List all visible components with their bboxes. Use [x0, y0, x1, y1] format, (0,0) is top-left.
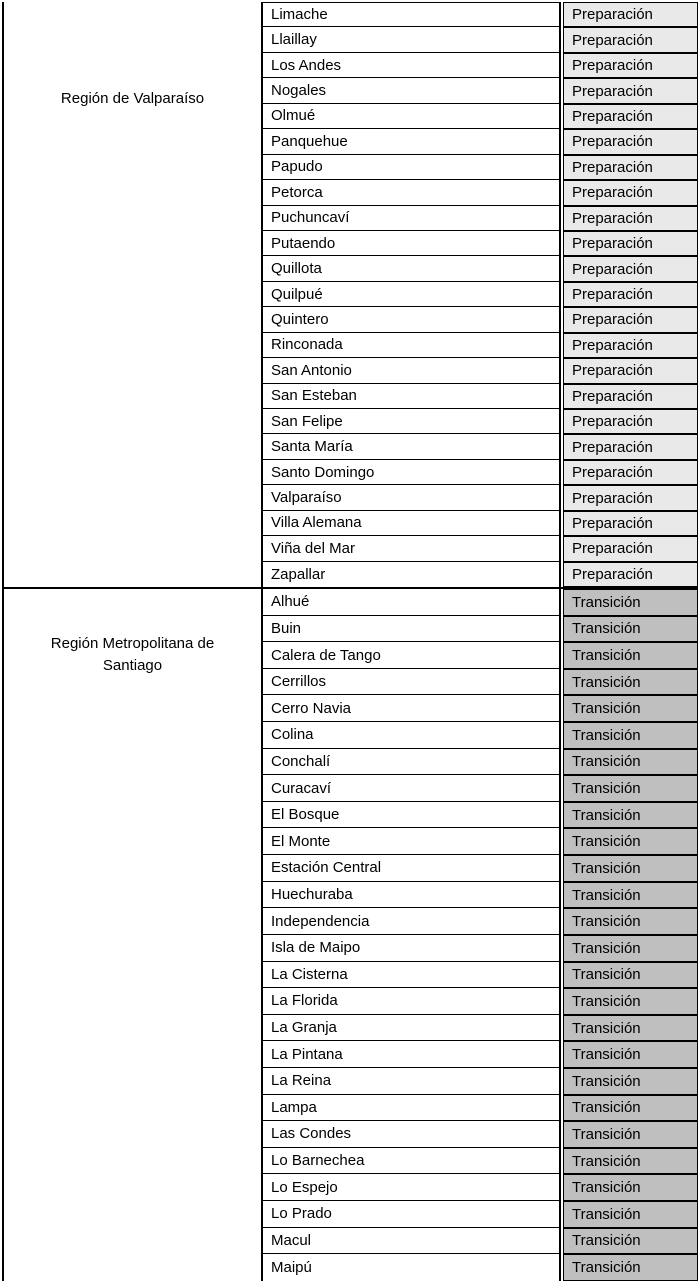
table-row — [263, 384, 698, 409]
table-row — [263, 1015, 698, 1042]
commune-cell: Isla de Maipo — [263, 935, 561, 962]
table-row — [263, 460, 698, 485]
table-row — [263, 307, 698, 332]
status-cell-wrap — [561, 1015, 698, 1042]
status-cell-wrap — [561, 231, 698, 256]
status-cell-wrap — [561, 307, 698, 332]
status-cell-wrap — [561, 1148, 698, 1175]
region-label: Región de Valparaíso — [4, 2, 263, 587]
status-cell: Preparación — [563, 27, 698, 52]
status-cell-wrap — [561, 155, 698, 180]
status-cell: Preparación — [563, 256, 698, 281]
table-row — [263, 935, 698, 962]
table-row — [263, 962, 698, 989]
commune-cell: Lo Prado — [263, 1201, 561, 1228]
status-cell: Transición — [563, 1148, 698, 1175]
status-cell: Transición — [563, 1201, 698, 1228]
table-row — [263, 589, 698, 616]
commune-cell: Maipú — [263, 1254, 561, 1281]
status-cell-wrap — [561, 104, 698, 129]
status-cell: Transición — [563, 908, 698, 935]
regions-status-table — [2, 2, 698, 1281]
status-cell: Transición — [563, 882, 698, 909]
section-rows — [263, 589, 698, 1281]
status-cell-wrap — [561, 775, 698, 802]
status-cell: Preparación — [563, 180, 698, 205]
status-cell: Transición — [563, 695, 698, 722]
status-cell-wrap — [561, 27, 698, 52]
commune-cell: Lampa — [263, 1095, 561, 1122]
commune-cell: La Cisterna — [263, 962, 561, 989]
commune-cell: Colina — [263, 722, 561, 749]
status-cell-wrap — [561, 828, 698, 855]
status-cell-wrap — [561, 988, 698, 1015]
table-row — [263, 104, 698, 129]
status-cell: Transición — [563, 669, 698, 696]
status-cell-wrap — [561, 562, 698, 587]
table-row — [263, 231, 698, 256]
status-cell: Preparación — [563, 485, 698, 510]
status-cell-wrap — [561, 1201, 698, 1228]
commune-cell: Calera de Tango — [263, 642, 561, 669]
status-cell-wrap — [561, 749, 698, 776]
commune-cell: Valparaíso — [263, 485, 561, 510]
table-row — [263, 855, 698, 882]
status-cell: Transición — [563, 1254, 698, 1281]
status-cell-wrap — [561, 1041, 698, 1068]
status-cell: Transición — [563, 749, 698, 776]
commune-cell: Macul — [263, 1228, 561, 1255]
section-rows — [263, 2, 698, 587]
status-cell: Preparación — [563, 409, 698, 434]
status-cell-wrap — [561, 384, 698, 409]
table-row — [263, 206, 698, 231]
status-cell: Transición — [563, 935, 698, 962]
status-cell: Preparación — [563, 104, 698, 129]
status-cell-wrap — [561, 962, 698, 989]
commune-cell: El Bosque — [263, 802, 561, 829]
status-cell-wrap — [561, 282, 698, 307]
table-row — [263, 828, 698, 855]
table-row — [263, 562, 698, 587]
table-row — [263, 1095, 698, 1122]
status-cell: Transición — [563, 1174, 698, 1201]
commune-cell: La Reina — [263, 1068, 561, 1095]
status-cell: Transición — [563, 775, 698, 802]
commune-cell: El Monte — [263, 828, 561, 855]
status-cell: Preparación — [563, 460, 698, 485]
status-cell-wrap — [561, 256, 698, 281]
status-cell-wrap — [561, 53, 698, 78]
status-cell: Transición — [563, 988, 698, 1015]
status-cell: Transición — [563, 855, 698, 882]
table-row — [263, 1201, 698, 1228]
status-cell: Transición — [563, 616, 698, 643]
commune-cell: San Antonio — [263, 358, 561, 383]
commune-cell: Quillota — [263, 256, 561, 281]
status-cell-wrap — [561, 616, 698, 643]
table-row — [263, 78, 698, 103]
region-label: Región Metropolitana de Santiago — [4, 589, 263, 1281]
table-row — [263, 1068, 698, 1095]
status-cell: Transición — [563, 1228, 698, 1255]
table-row — [263, 695, 698, 722]
status-cell: Preparación — [563, 562, 698, 587]
status-cell-wrap — [561, 722, 698, 749]
commune-cell: Lo Espejo — [263, 1174, 561, 1201]
table-row — [263, 282, 698, 307]
status-cell: Preparación — [563, 282, 698, 307]
status-cell: Preparación — [563, 511, 698, 536]
status-cell: Preparación — [563, 129, 698, 154]
table-row — [263, 129, 698, 154]
table-row — [263, 1228, 698, 1255]
status-cell: Preparación — [563, 155, 698, 180]
table-row — [263, 749, 698, 776]
commune-cell: La Pintana — [263, 1041, 561, 1068]
table-row — [263, 642, 698, 669]
status-cell: Preparación — [563, 231, 698, 256]
commune-cell: Huechuraba — [263, 882, 561, 909]
status-cell-wrap — [561, 935, 698, 962]
commune-cell: Independencia — [263, 908, 561, 935]
status-cell: Transición — [563, 1015, 698, 1042]
status-cell: Transición — [563, 802, 698, 829]
status-cell-wrap — [561, 669, 698, 696]
commune-cell: Santa María — [263, 434, 561, 459]
status-cell-wrap — [561, 589, 698, 616]
table-row — [263, 256, 698, 281]
status-cell: Transición — [563, 642, 698, 669]
status-cell-wrap — [561, 1095, 698, 1122]
status-cell-wrap — [561, 1228, 698, 1255]
status-cell-wrap — [561, 642, 698, 669]
status-cell-wrap — [561, 802, 698, 829]
commune-cell: Buin — [263, 616, 561, 643]
commune-cell: Putaendo — [263, 231, 561, 256]
status-cell-wrap — [561, 78, 698, 103]
commune-cell: Llaillay — [263, 27, 561, 52]
commune-cell: Quintero — [263, 307, 561, 332]
table-row — [263, 1121, 698, 1148]
status-cell-wrap — [561, 2, 698, 27]
status-cell-wrap — [561, 460, 698, 485]
table-row — [263, 775, 698, 802]
status-cell-wrap — [561, 511, 698, 536]
status-cell: Preparación — [563, 384, 698, 409]
commune-cell: San Felipe — [263, 409, 561, 434]
status-cell-wrap — [561, 882, 698, 909]
commune-cell: Olmué — [263, 104, 561, 129]
table-row — [263, 1148, 698, 1175]
commune-cell: La Florida — [263, 988, 561, 1015]
status-cell: Transición — [563, 589, 698, 616]
status-cell-wrap — [561, 206, 698, 231]
status-cell: Preparación — [563, 434, 698, 459]
commune-cell: Alhué — [263, 589, 561, 616]
status-cell: Transición — [563, 962, 698, 989]
status-cell: Preparación — [563, 206, 698, 231]
status-cell-wrap — [561, 908, 698, 935]
commune-cell: Estación Central — [263, 855, 561, 882]
status-cell-wrap — [561, 1174, 698, 1201]
commune-cell: Nogales — [263, 78, 561, 103]
region-section-valparaiso — [4, 2, 698, 587]
table-row — [263, 53, 698, 78]
commune-cell: Cerro Navia — [263, 695, 561, 722]
table-row — [263, 616, 698, 643]
table-row — [263, 180, 698, 205]
commune-cell: Papudo — [263, 155, 561, 180]
commune-cell: Santo Domingo — [263, 460, 561, 485]
status-cell-wrap — [561, 1121, 698, 1148]
region-section-metropolitana — [4, 587, 698, 1281]
commune-cell: Cerrillos — [263, 669, 561, 696]
commune-cell: Rinconada — [263, 333, 561, 358]
status-cell-wrap — [561, 180, 698, 205]
table-row — [263, 882, 698, 909]
commune-cell: La Granja — [263, 1015, 561, 1042]
status-cell-wrap — [561, 855, 698, 882]
status-cell: Transición — [563, 1095, 698, 1122]
commune-cell: Las Condes — [263, 1121, 561, 1148]
commune-cell: Panquehue — [263, 129, 561, 154]
commune-cell: Los Andes — [263, 53, 561, 78]
commune-cell: Curacaví — [263, 775, 561, 802]
commune-cell: Villa Alemana — [263, 511, 561, 536]
table-row — [263, 1174, 698, 1201]
commune-cell: Viña del Mar — [263, 536, 561, 561]
table-row — [263, 2, 698, 27]
table-row — [263, 358, 698, 383]
table-row — [263, 669, 698, 696]
table-row — [263, 155, 698, 180]
status-cell-wrap — [561, 536, 698, 561]
status-cell-wrap — [561, 129, 698, 154]
status-cell: Transición — [563, 1121, 698, 1148]
status-cell: Transición — [563, 1068, 698, 1095]
commune-cell: Quilpué — [263, 282, 561, 307]
status-cell: Preparación — [563, 358, 698, 383]
status-cell: Preparación — [563, 78, 698, 103]
table-row — [263, 1254, 698, 1281]
commune-cell: Conchalí — [263, 749, 561, 776]
status-cell: Preparación — [563, 333, 698, 358]
table-row — [263, 485, 698, 510]
status-cell-wrap — [561, 695, 698, 722]
status-cell: Preparación — [563, 307, 698, 332]
status-cell-wrap — [561, 434, 698, 459]
status-cell-wrap — [561, 1068, 698, 1095]
status-cell-wrap — [561, 409, 698, 434]
status-cell-wrap — [561, 485, 698, 510]
table-row — [263, 722, 698, 749]
table-row — [263, 1041, 698, 1068]
table-row — [263, 802, 698, 829]
commune-cell: Lo Barnechea — [263, 1148, 561, 1175]
commune-cell: San Esteban — [263, 384, 561, 409]
table-row — [263, 511, 698, 536]
status-cell-wrap — [561, 333, 698, 358]
table-row — [263, 988, 698, 1015]
status-cell: Preparación — [563, 53, 698, 78]
table-row — [263, 27, 698, 52]
status-cell: Preparación — [563, 536, 698, 561]
commune-cell: Limache — [263, 2, 561, 27]
commune-cell: Petorca — [263, 180, 561, 205]
table-row — [263, 434, 698, 459]
table-row — [263, 409, 698, 434]
commune-cell: Zapallar — [263, 562, 561, 587]
table-row — [263, 333, 698, 358]
table-row — [263, 908, 698, 935]
status-cell-wrap — [561, 1254, 698, 1281]
status-cell: Transición — [563, 828, 698, 855]
table-row — [263, 536, 698, 561]
status-cell: Transición — [563, 1041, 698, 1068]
commune-cell: Puchuncaví — [263, 206, 561, 231]
status-cell: Transición — [563, 722, 698, 749]
status-cell-wrap — [561, 358, 698, 383]
status-cell: Preparación — [563, 2, 698, 27]
